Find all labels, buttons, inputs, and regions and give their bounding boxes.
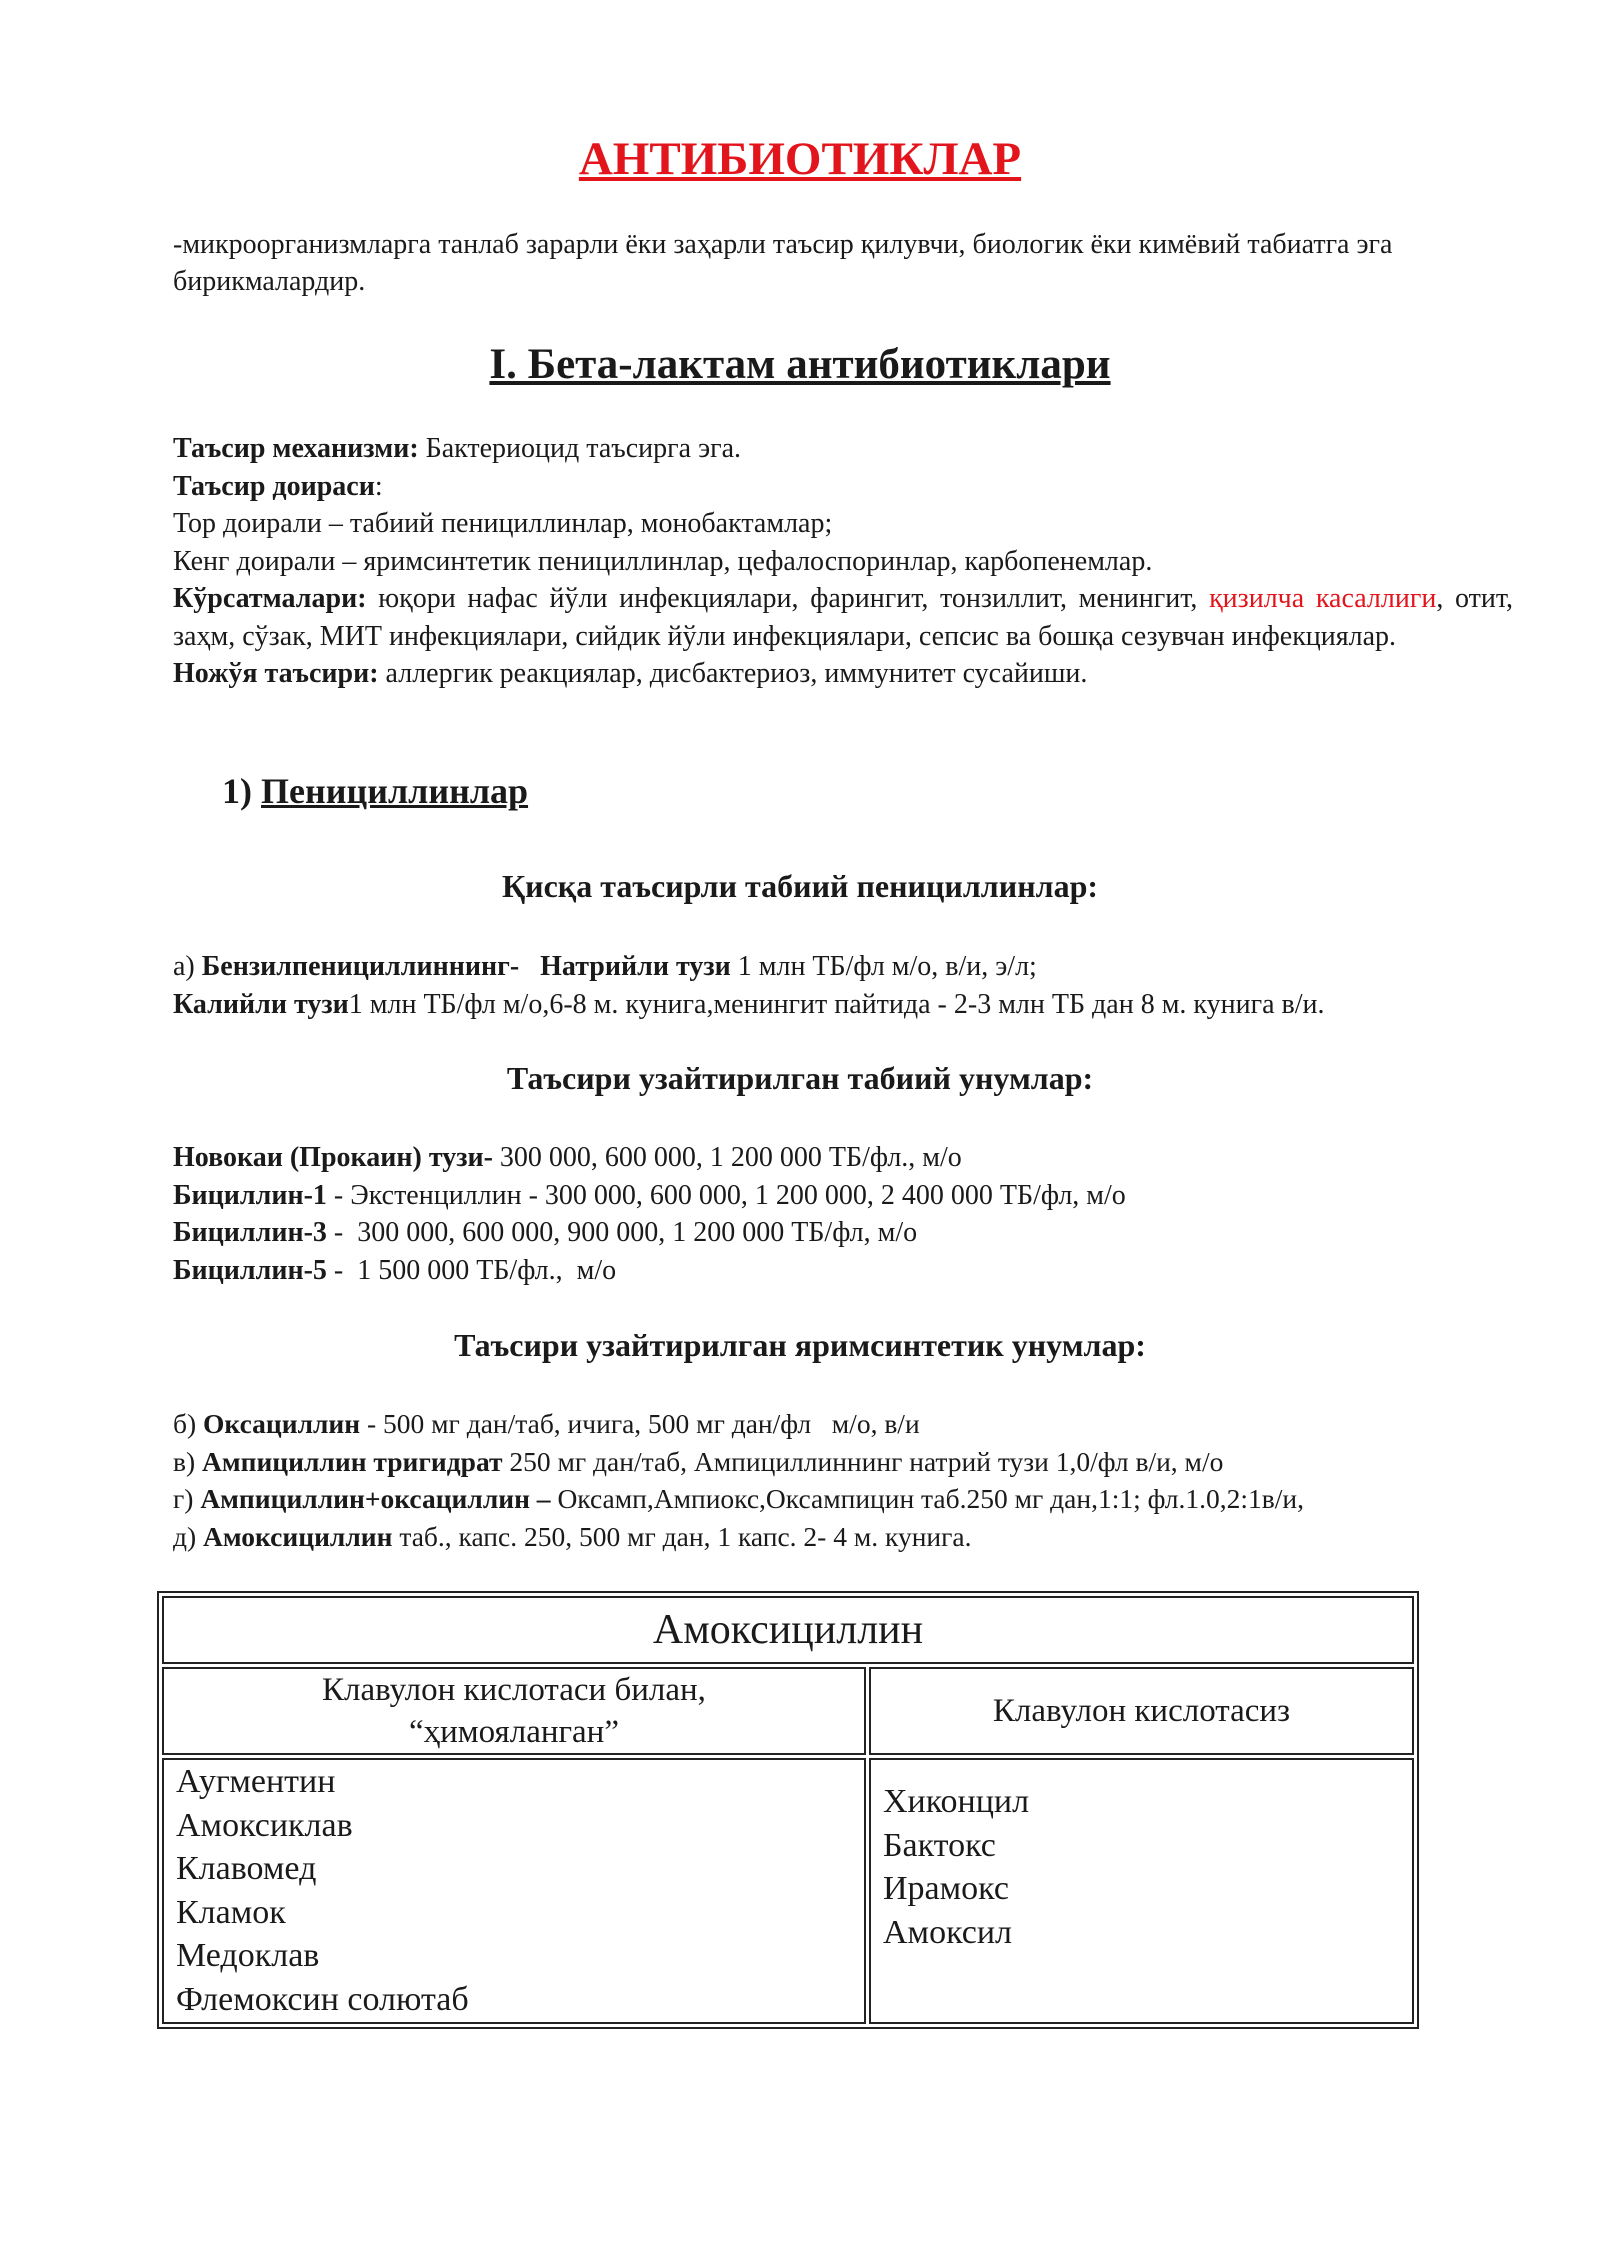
page-title: АНТИБИОТИКЛАР (578, 133, 1022, 185)
beta-lactam-info (173, 430, 1513, 693)
table-title: Амоксициллин (162, 1596, 1414, 1664)
spectrum-colon: : (374, 470, 383, 502)
drug-name: Ампициллин+оксациллин – (200, 1483, 551, 1514)
drug-dosage: - 500 мг дан/таб, ичига, 500 мг дан/фл м/о, в/и (360, 1408, 920, 1439)
item-prefix: д) (173, 1520, 204, 1552)
broad-spectrum-line: Кенг доирали – яримсинтетик пенициллинлар, цефалоспоринлар, карбопенемлар. (173, 545, 1153, 577)
amoxicillin-table (157, 1591, 1419, 2029)
item-prefix: г) (173, 1483, 201, 1514)
unprotected-list-cell (869, 1758, 1414, 2024)
list-item (173, 1443, 1513, 1481)
potassium-salt-line (173, 986, 1513, 1024)
indications-text-1: юқори нафас йўли инфекциялари, фарингит, тонзиллит, менингит, (366, 583, 1210, 614)
table-list-item: Амоксиклав (176, 1806, 353, 1844)
side-effects-text: аллергик реакциялар, дисбактериоз, иммунитет сусайиши. (378, 658, 1088, 689)
spectrum-label: Таъсир доираси (173, 470, 375, 502)
mechanism-line (173, 430, 1513, 468)
mechanism-text: Бактериоцид таъсирга эга. (418, 433, 741, 464)
list-item (173, 1405, 1513, 1443)
table-list-item: Медоклав (176, 1937, 320, 1974)
table-list-item: Кламок (176, 1893, 286, 1931)
semisynthetic-heading: Таъсири узайтирилган яримсинтетик унумлар: (454, 1327, 1146, 1363)
line-k-rest: 1 млн ТБ/фл м/о,6-8 м. кунига,менингит пайтида - 2-3 млн ТБ дан 8 м. кунига в/и. (348, 988, 1325, 1020)
drug-name: Амоксициллин (203, 1520, 393, 1552)
list-item (173, 1214, 1513, 1252)
indications-label: Кўрсатмалари: (173, 583, 367, 614)
drug-name: Бициллин-5 (173, 1254, 327, 1286)
drug-name: Ампициллин тригидрат (202, 1445, 503, 1477)
spectrum-line (173, 468, 1513, 506)
drug-dosage: - Экстенциллин - 300 000, 600 000, 1 200 000, 2 400 000 ТБ/фл, м/о (326, 1179, 1126, 1211)
table-list-item: Амоксил (883, 1913, 1012, 1951)
side-effects-line (173, 655, 1513, 693)
line-a-rest: 1 млн ТБ/фл м/о, в/и, э/л; (730, 951, 1037, 982)
drug-name: Оксациллин (203, 1408, 361, 1439)
list-item (173, 1480, 1513, 1518)
table-list-item: Флемоксин солютаб (176, 1980, 469, 2018)
item-prefix: в) (173, 1445, 203, 1477)
short-acting-heading: Қисқа таъсирли табиий пенициллинлар: (501, 868, 1099, 904)
penicillins-title-text: Пенициллинлар (261, 771, 529, 811)
list-item (173, 1177, 1513, 1215)
drug-dosage: таб., капс. 250, 500 мг дан, 1 капс. 2- 4 м. кунига. (392, 1520, 972, 1552)
short-acting-block (173, 948, 1513, 1023)
table-list-item: Аугментин (176, 1763, 336, 1800)
drug-name: Новокаи (Прокаин) тузи- (173, 1142, 493, 1173)
indications-paragraph (173, 580, 1513, 655)
drug-name: Бициллин-1 (173, 1179, 327, 1211)
line-a-bold: Бензилпенициллиннинг- Натрийли тузи (201, 951, 731, 982)
list-item (173, 1518, 1513, 1556)
table-list-item: Ирамокс (883, 1870, 1009, 1907)
penicillins-number: 1) (222, 771, 261, 811)
prolonged-natural-heading: Таъсири узайтирилган табиий унумлар: (506, 1060, 1094, 1096)
drug-dosage: 300 000, 600 000, 1 200 000 ТБ/фл., м/о (492, 1142, 962, 1173)
col-header-unprotected: Клавулон кислотасиз (869, 1667, 1414, 1755)
indications-text-2: , отит, заҳм, сўзак, МИТ инфекциялари, сийдик йўли инфекциялари, сепсис ва бошқа сезувчан инфекциялар. (173, 583, 1513, 652)
drug-dosage: - 300 000, 600 000, 900 000, 1 200 000 ТБ/фл, м/о (326, 1217, 918, 1248)
item-prefix: б) (173, 1408, 204, 1439)
side-effects-label: Ножўя таъсири: (173, 658, 379, 689)
benzylpenicillin-line (173, 948, 1513, 986)
table-list-item: Бактокс (883, 1826, 996, 1864)
drug-dosage: Оксамп,Ампиокс,Оксампицин таб.250 мг дан,1:1; фл.1.0,2:1в/и, (550, 1483, 1304, 1514)
section-title: I. Бета-лактам антибиотиклари (489, 341, 1111, 388)
col-header-protected (162, 1667, 866, 1755)
list-item (173, 1252, 1513, 1290)
semisynthetic-list (173, 1405, 1513, 1555)
mechanism-label: Таъсир механизми: (173, 433, 419, 464)
table-list-item: Хиконцил (883, 1783, 1030, 1820)
list-item (173, 1139, 1513, 1177)
col-header-protected-line2: “ҳимояланган” (408, 1714, 619, 1750)
prolonged-natural-list (173, 1139, 1513, 1289)
drug-name: Бициллин-3 (173, 1217, 327, 1248)
line-k-bold: Калийли тузи (173, 988, 349, 1020)
table-list-item: Клавомед (176, 1850, 317, 1887)
line-a-prefix: а) (173, 951, 202, 982)
drug-dosage: 250 мг дан/таб, Ампициллиннинг натрий тузи 1,0/фл в/и, м/о (502, 1445, 1224, 1477)
protected-list-cell (162, 1758, 866, 2024)
col-header-protected-line1: Клавулон кислотаси билан, (322, 1672, 706, 1708)
narrow-spectrum-line: Тор доирали – табиий пенициллинлар, монобактамлар; (173, 508, 833, 539)
drug-dosage: - 1 500 000 ТБ/фл., м/о (326, 1254, 617, 1286)
indications-highlight: қизилча касаллиги (1209, 583, 1437, 614)
penicillins-title (222, 770, 528, 812)
definition-text: -микроорганизмларга танлаб зарарли ёки заҳарли таъсир қилувчи, биологик ёки кимёвий табиатга эга бирикмалардир. (173, 229, 1393, 297)
